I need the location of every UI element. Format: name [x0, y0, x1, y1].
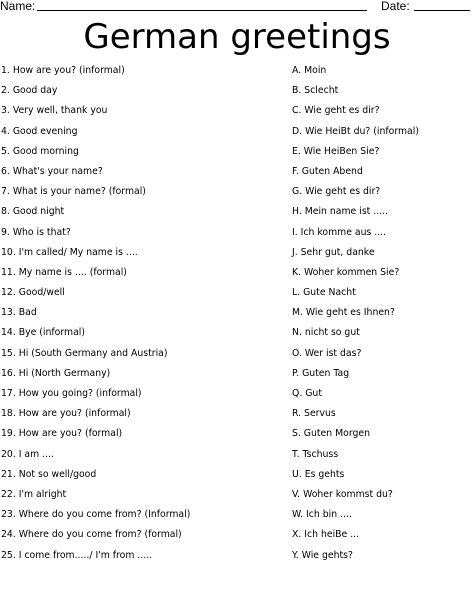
clue-item: 22. I'm alright — [1, 488, 67, 500]
answer-item: T. Tschuss — [292, 448, 339, 460]
clue-item: 2. Good day — [1, 85, 58, 97]
answer-item: G. Wie geht es dir? — [292, 186, 381, 198]
clue-item: 13. Bad — [1, 307, 37, 319]
answer-item: R. Servus — [292, 408, 336, 420]
clue-item: 8. Good night — [1, 206, 65, 218]
clue-item: 11. My name is .... (formal) — [1, 266, 127, 278]
clue-item: 15. Hi (South Germany and Austria) — [1, 347, 168, 359]
clue-item: 25. I come from...../ I'm from ..... — [1, 549, 153, 561]
clue-item: 3. Very well, thank you — [1, 105, 108, 117]
answer-item: K. Woher kommen Sie? — [292, 266, 400, 278]
answer-item: P. Guten Tag — [292, 367, 350, 379]
page-title: German greetings — [83, 17, 391, 57]
clue-item: 14. Bye (informal) — [1, 327, 85, 339]
clue-item: 23. Where do you come from? (Informal) — [1, 509, 191, 521]
date-line[interactable] — [414, 10, 470, 11]
clue-item: 12. Good/well — [1, 287, 65, 299]
answer-item: O. Wer ist das? — [292, 347, 362, 359]
answer-item: U. Es gehts — [292, 468, 345, 480]
clue-item: 24. Where do you come from? (formal) — [1, 529, 182, 541]
answer-item: H. Mein name ist ..... — [292, 206, 389, 218]
clue-item: 21. Not so well/good — [1, 468, 97, 480]
answer-item: W. Ich bin .... — [292, 509, 352, 521]
answer-item: I. Ich komme aus .... — [292, 226, 387, 238]
answer-item: J. Sehr gut, danke — [292, 246, 375, 258]
clue-item: 17. How you going? (informal) — [1, 388, 142, 399]
clue-item: 20. I am .... — [1, 448, 54, 460]
clue-item: 5. Good morning — [1, 145, 79, 157]
answer-item: Q. Gut — [292, 388, 322, 399]
clue-item: 7. What is your name? (formal) — [1, 186, 146, 198]
clues-list — [1, 63, 281, 568]
clue-item: 6. What's your name? — [1, 165, 103, 177]
answer-item: L. Gute Nacht — [292, 287, 356, 299]
answer-item: Y. Wie gehts? — [292, 549, 353, 561]
name-line[interactable] — [37, 10, 367, 11]
clue-item: 9. Who is that? — [1, 226, 71, 238]
answer-item: F. Guten Abend — [292, 165, 363, 177]
answer-item: E. Wie HeiBen Sie? — [292, 145, 380, 157]
date-label: Date: — [381, 0, 410, 13]
clue-item: 4. Good evening — [1, 125, 78, 137]
answer-item: N. nicht so gut — [292, 327, 360, 339]
clue-item: 1. How are you? (informal) — [1, 65, 125, 76]
answer-item: V. Woher kommst du? — [292, 488, 393, 500]
clue-item: 18. How are you? (informal) — [1, 408, 131, 420]
name-label: Name: — [0, 0, 36, 13]
clue-item: 16. Hi (North Germany) — [1, 367, 111, 379]
answer-item: M. Wie geht es Ihnen? — [292, 307, 395, 319]
answer-item: C. Wie geht es dir? — [292, 105, 380, 117]
clue-item: 19. How are you? (formal) — [1, 428, 123, 440]
answer-item: A. Moin — [292, 65, 327, 76]
answers-list — [292, 63, 472, 568]
answer-item: D. Wie HeiBt du? (informal) — [292, 125, 419, 137]
worksheet-header — [0, 0, 474, 14]
answer-item: X. Ich heiBe ... — [292, 529, 360, 541]
answer-item: S. Guten Morgen — [292, 428, 371, 440]
clue-item: 10. I'm called/ My name is .... — [1, 246, 138, 258]
answer-item: B. Sclecht — [292, 85, 339, 97]
